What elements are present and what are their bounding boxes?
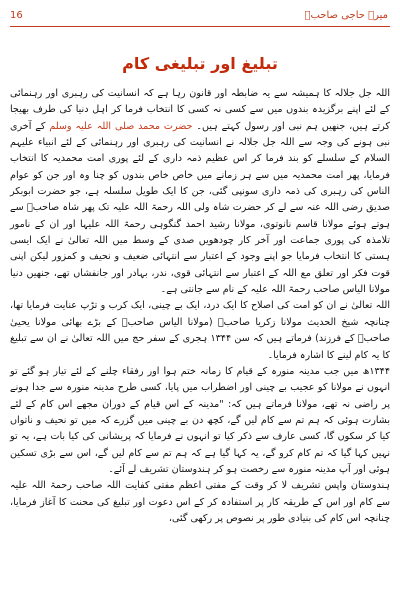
header-divider: [10, 26, 390, 27]
page-header: [10, 6, 388, 24]
paragraph-text: کے آخری نبی ہونے کی وجہ سے اللہ جل جلالہ نے انسانیت کی رہبری اور رہنمائی کے لئے انبیاء علیہم السلام کے سلسلے کو بند فرما کر اس عظیم ذمہ داری کے لئے پوری امت محمدیہ کا انتخاب فرمایا، پھر امت محمدیہ میں سے ہر زمانے میں خاص خاص بندوں کو چنا وہ اور جن کو عوام الناس کی رہبری کی ذمہ داری سونپی گئی، جن کا ایک طویل سلسلہ ہے، جو حضرت ابوبکر صدیق رضی اللہ عنہ سے لے کر حضرت شاہ ولی اللہ رحمۃ اللہ علیہ تک پھر شاہ صاحبؒ سے ہوتے ہوئے مولانا قاسم نانوتوی، مولانا رشید احمد گنگوہی رحمۃ اللہ علیہا اور ان کے نامور تلامذہ کی پوری جماعت اور آخر کار چودھویں صدی کے وسط میں اللہ تعالیٰ نے ایک ایسی ہستی کا انتخاب فرمایا جو اپنے وجود کے اعتبار سے انتہائی ضعیف و نحیف و کمزور لیکن اپنی قوت فکر اور تعلق مع اللہ کے اعتبار سے انتہائی قوی، ندر، بہادر اور جانفشاں تھے، جنھیں دنیا مولانا الیاس صاحب رحمۃ اللہ علیہ کے نام سے جانتی ہے۔: [10, 120, 390, 296]
paragraph: ہندوستان واپس تشریف لا کر وقت کے مفتی اعظم مفتی کفایت اللہ صاحب رحمۃ اللہ علیہ سے کام اور اس کے طریقہ کار پر استفادہ کر کے اس دعوت اور تبلیغ کی محنت کا آغاز فرمایا، چنانچہ اس کام کی بنیادی طور پر نصوص پر رکھی گئی،: [10, 480, 390, 524]
page-number: 16: [10, 9, 23, 21]
body-text: [10, 86, 390, 527]
chapter-title: تبلیغ اور تبلیغی کام: [122, 54, 278, 73]
paragraph-text: اللہ جل جلالہ کا ہمیشہ سے یہ ضابطہ اور قانون رہا ہے کہ انسانیت کی رہبری اور رہنمائی کے لئے اپنے برگزیدہ بندوں میں سے کسی نہ کسی کا انتخاب فرما کر اہل دنیا کی طرف بھیجا کرتے ہیں، جنھیں ہم نبی اور رسول کہتے ہیں۔: [10, 88, 391, 132]
running-title: میرے حاجی صاحبؒ: [304, 9, 388, 21]
paragraph: ۱۳۴۴ھ میں جب مدینہ منورہ کے قیام کا زمانہ ختم ہوا اور رفقاء چلنے کے لئے تیار ہو گئے تو انہوں نے مولانا کو عجیب بے چینی اور اضطراب میں پایا، کسی طرح مدینہ منورہ سے جدا ہونے پر راضی نہ تھے، مولانا فرماتے ہیں کہ: "مدینہ کے اس قیام کے دوران مجھے اس کام کے لئے بشارت ہوئی کہ ہم تم سے کام لیں گے، کچھ دن بے چینی میں گزرے کہ میں تو نحیف و ناتواں کیا کر سکوں گا، کسی عارف سے ذکر کیا تو انہوں نے فرمایا کہ پریشانی کی کیا بات ہے، یہ تو نہیں کہا گیا کہ تم کام کرو گے، یہ کہا گیا ہے کہ ہم تم سے کام لیں گے، اس سے بڑی تسکین ہوئی اور آپ مدینہ منورہ سے رخصت ہو کر ہندوستان تشریف لے آئے۔: [10, 365, 390, 475]
paragraph: [10, 86, 390, 298]
highlighted-name: حضرت محمد صلی اللہ علیہ وسلم: [49, 120, 193, 132]
paragraph: اللہ تعالیٰ نے ان کو امت کی اصلاح کا ایک درد، ایک بے چینی، ایک کرب و تڑپ عنایت فرمایا تھا، چنانچہ شیخ الحدیث مولانا زکریا صاحبؒ (مولانا الیاس صاحبؒ کے بڑے بھائی مولانا یحییٰ صاحبؒ کے فرزند) فرماتے ہیں کہ سن ۱۳۴۴ ہجری کے سفر حج میں اللہ تعالیٰ نے ان سے تبلیغ کا یہ کام لینے کا اشارہ فرمایا۔: [10, 300, 390, 361]
